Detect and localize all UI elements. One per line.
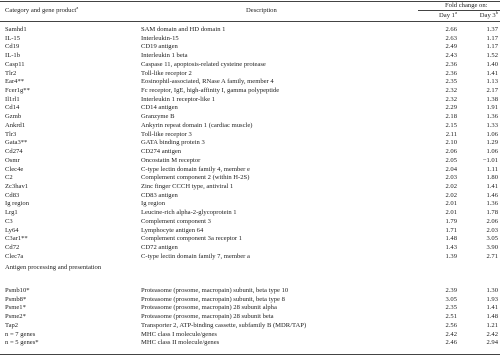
day3-fold-change-cell: 2.17 bbox=[486, 87, 498, 95]
description-cell: Proteasome (prosome, macropain) 28 subunit alpha bbox=[141, 304, 277, 312]
gene-name-cell: Ear4** bbox=[5, 78, 25, 86]
description-cell: Toll-like receptor 2 bbox=[141, 69, 192, 77]
description-cell: Oncostatin M receptor bbox=[141, 156, 201, 164]
day3-fold-change-cell: 2.06 bbox=[486, 217, 498, 225]
fold-change-rule bbox=[418, 10, 500, 11]
day1-fold-change-cell: 2.56 bbox=[445, 321, 457, 329]
day1-fold-change-cell: 1.39 bbox=[445, 252, 457, 260]
header-day3 bbox=[480, 12, 498, 20]
day1-fold-change-cell: 2.63 bbox=[445, 34, 457, 42]
day3-fold-change-cell: 3.90 bbox=[486, 244, 498, 251]
gene-name-cell: IL-1b bbox=[5, 52, 21, 60]
day3-fold-change-cell: 1.52 bbox=[486, 52, 498, 60]
day1-fold-change-cell: 3.05 bbox=[445, 295, 457, 303]
day1-fold-change-cell: 1.43 bbox=[445, 244, 457, 251]
description-cell: Proteasome (prosome, macropain) 28 subunit beta bbox=[141, 313, 274, 321]
day1-fold-change-cell: 1.79 bbox=[445, 217, 457, 225]
day3-fold-change-cell: 1.91 bbox=[486, 104, 498, 112]
gene-name-cell: Clec7a bbox=[5, 252, 24, 260]
day1-fold-change-cell: 2.49 bbox=[445, 43, 457, 51]
gene-name-cell: Zc3hav1 bbox=[5, 182, 29, 190]
description-cell: Complement component 3a receptor 1 bbox=[141, 235, 243, 243]
description-cell: Lymphocyte antigen 64 bbox=[141, 226, 204, 234]
description-cell: CD274 antigen bbox=[141, 148, 182, 156]
gene-name-cell: Psme2* bbox=[5, 313, 26, 321]
day3-fold-change-cell: 1.37 bbox=[486, 26, 498, 33]
day1-fold-change-cell: 2.04 bbox=[445, 165, 457, 173]
description-cell: C-type lectin domain family 4, member e bbox=[141, 165, 250, 173]
description-cell: Complement component 2 (within H-2S) bbox=[141, 174, 250, 182]
description-cell: Eosinophil-associated, RNase A family, member 4 bbox=[141, 78, 274, 86]
day1-fold-change-cell: 1.71 bbox=[445, 226, 457, 234]
gene-name-cell: Lrg1 bbox=[5, 209, 18, 217]
description-cell: CD72 antigen bbox=[141, 244, 178, 251]
description-cell: Caspase 11, apoptosis-related cysteine protease bbox=[141, 60, 266, 68]
gene-name-cell: Ly64 bbox=[5, 226, 19, 234]
description-cell: Ig region bbox=[141, 200, 165, 208]
day1-fold-change-cell: 2.32 bbox=[445, 87, 457, 95]
day1-fold-change-cell: 2.39 bbox=[445, 287, 457, 294]
day3-fold-change-cell: 1.41 bbox=[486, 69, 498, 77]
day3-fold-change-cell: 1.29 bbox=[486, 139, 498, 147]
gene-name-cell: Il1rl1 bbox=[5, 95, 20, 103]
description-cell: MHC class I molecule/genes bbox=[141, 330, 217, 338]
day1-fold-change-cell: 2.29 bbox=[445, 104, 457, 112]
gene-name-cell: Tlr3 bbox=[5, 130, 17, 138]
gene-name-cell: Cd274 bbox=[5, 148, 23, 156]
gene-name-cell: Casp11 bbox=[5, 60, 25, 68]
description-cell: C-type lectin domain family 7, member a bbox=[141, 252, 250, 260]
day3-fold-change-cell: 1.93 bbox=[486, 295, 498, 303]
day1-fold-change-cell: 2.43 bbox=[445, 52, 457, 60]
day3-fold-change-cell: 2.03 bbox=[486, 226, 498, 234]
gene-name-cell: IL-15 bbox=[5, 34, 21, 42]
gene-name-cell: Clec4e bbox=[5, 165, 24, 173]
day1-fold-change-cell: 1.48 bbox=[445, 235, 457, 243]
day3-fold-change-cell: 1.41 bbox=[486, 182, 498, 190]
gene-name-cell: Psme1* bbox=[5, 304, 26, 312]
bottom-rule bbox=[0, 354, 500, 355]
gene-name-cell: Ig region bbox=[5, 200, 29, 208]
day3-fold-change-cell: 1.80 bbox=[486, 174, 498, 182]
description-cell: MHC class II molecule/genes bbox=[141, 339, 220, 347]
day1-fold-change-cell: 2.32 bbox=[445, 95, 457, 103]
day3-fold-change-cell: 1.21 bbox=[486, 321, 498, 329]
day1-fold-change-cell: 2.03 bbox=[445, 174, 457, 182]
day3-fold-change-cell: 1.11 bbox=[486, 165, 498, 173]
day3-fold-change-cell: 2.42 bbox=[486, 330, 498, 338]
header-category bbox=[5, 7, 78, 15]
day3-fold-change-cell: 1.48 bbox=[486, 313, 498, 321]
day3-fold-change-cell: 1.17 bbox=[486, 34, 498, 42]
description-cell: Ankyrin repeat domain 1 (cardiac muscle) bbox=[141, 121, 253, 129]
day1-fold-change-cell: 2.36 bbox=[445, 60, 457, 68]
gene-name-cell: Tap2 bbox=[5, 321, 19, 329]
day1-fold-change-cell: 2.01 bbox=[445, 209, 457, 217]
day1-fold-change-cell: 2.42 bbox=[445, 330, 457, 338]
gene-name-cell: C3ar1** bbox=[5, 235, 28, 243]
description-cell: Leucine-rich alpha-2-glycoprotein 1 bbox=[141, 209, 237, 217]
day1-fold-change-cell: 2.11 bbox=[445, 130, 457, 138]
header-day1-footnote-mark: a bbox=[454, 10, 457, 15]
day1-fold-change-cell: 2.18 bbox=[445, 113, 457, 121]
description-cell: Interleukin 1 beta bbox=[141, 52, 188, 60]
description-cell: Fc receptor, IgE, high-affinity I, gamma polypeptide bbox=[141, 87, 280, 95]
day1-fold-change-cell: 2.02 bbox=[445, 182, 457, 190]
day3-fold-change-cell: 2.71 bbox=[486, 252, 498, 260]
gene-name-cell: Tlr2 bbox=[5, 69, 17, 77]
gene-name-cell: Gzmb bbox=[5, 113, 22, 121]
day1-fold-change-cell: 2.35 bbox=[445, 304, 457, 312]
description-cell: GATA binding protein 3 bbox=[141, 139, 205, 147]
gene-name-cell: C2 bbox=[5, 174, 13, 182]
description-cell: Interleukin 1 receptor-like 1 bbox=[141, 95, 216, 103]
day3-fold-change-cell: 1.06 bbox=[486, 130, 498, 138]
gene-name-cell: Cd14 bbox=[5, 104, 20, 112]
day1-fold-change-cell: 2.05 bbox=[445, 156, 457, 164]
day1-fold-change-cell: 2.10 bbox=[445, 139, 457, 147]
gene-name-cell: C3 bbox=[5, 217, 13, 225]
description-cell: CD83 antigen bbox=[141, 191, 178, 199]
day1-fold-change-cell: 2.36 bbox=[445, 69, 457, 77]
description-cell: Interleukin-15 bbox=[141, 34, 179, 42]
description-cell: Zinc finger CCCH type, antiviral 1 bbox=[141, 182, 234, 190]
top-rule bbox=[0, 1, 500, 2]
day3-fold-change-cell: 1.78 bbox=[486, 209, 498, 217]
header-bottom-rule bbox=[0, 21, 500, 22]
header-day1 bbox=[439, 12, 457, 20]
day3-fold-change-cell: 1.36 bbox=[486, 200, 498, 208]
description-cell: Complement component 3 bbox=[141, 217, 211, 225]
header-category-footnote-mark: a bbox=[76, 5, 79, 10]
day3-fold-change-cell: 1.36 bbox=[486, 113, 498, 121]
header-day3-footnote-mark: b bbox=[495, 10, 498, 15]
header-fold-change: Fold change on: bbox=[445, 2, 488, 9]
header-day3-label: Day 3 bbox=[479, 12, 496, 19]
gene-name-cell: Ankrd1 bbox=[5, 121, 26, 129]
gene-name-cell: Cd83 bbox=[5, 191, 20, 199]
day1-fold-change-cell: 2.46 bbox=[445, 339, 457, 347]
header-day1-label: Day 1 bbox=[439, 12, 455, 19]
day1-fold-change-cell: 2.06 bbox=[445, 148, 457, 156]
day3-fold-change-cell: 1.33 bbox=[486, 121, 498, 129]
gene-name-cell: Psmb8* bbox=[5, 295, 27, 303]
day1-fold-change-cell: 2.51 bbox=[445, 313, 457, 321]
day1-fold-change-cell: 2.66 bbox=[445, 26, 457, 33]
description-cell: CD19 antigen bbox=[141, 43, 178, 51]
day1-fold-change-cell: 2.35 bbox=[445, 78, 457, 86]
description-cell: Proteasome (prosome, macropain) subunit, beta type 8 bbox=[141, 295, 285, 303]
day3-fold-change-cell: 3.05 bbox=[486, 235, 498, 243]
day3-fold-change-cell: 1.38 bbox=[486, 95, 498, 103]
day3-fold-change-cell: 1.40 bbox=[486, 60, 498, 68]
day1-fold-change-cell: 2.01 bbox=[445, 200, 457, 208]
day1-fold-change-cell: 2.15 bbox=[445, 121, 457, 129]
description-cell: Toll-like receptor 3 bbox=[141, 130, 192, 138]
description-cell: SAM domain and HD domain 1 bbox=[141, 26, 226, 33]
header-description: Description bbox=[246, 7, 277, 14]
day3-fold-change-cell: 1.30 bbox=[486, 287, 498, 294]
day3-fold-change-cell: −1.01 bbox=[482, 156, 498, 164]
day3-fold-change-cell: 1.41 bbox=[486, 304, 498, 312]
day3-fold-change-cell: 2.94 bbox=[486, 339, 498, 347]
gene-name-cell: Cd72 bbox=[5, 244, 20, 251]
description-cell: Proteasome (prosome, macropain) subunit, beta type 10 bbox=[141, 287, 289, 294]
gene-name-cell: n = 7 genes bbox=[5, 330, 36, 338]
gene-name-cell: Samhd1 bbox=[5, 26, 27, 33]
gene-name-cell: n = 5 genes* bbox=[5, 339, 39, 347]
description-cell: Granzyme B bbox=[141, 113, 175, 121]
gene-name-cell: Gata3** bbox=[5, 139, 28, 147]
day3-fold-change-cell: 1.06 bbox=[486, 148, 498, 156]
section-title-antigen-processing: Antigen processing and presentation bbox=[5, 264, 102, 271]
description-cell: Transporter 2, ATP-binding cassette, subfamily B (MDR/TAP) bbox=[141, 321, 307, 329]
gene-name-cell: Psmb10* bbox=[5, 287, 30, 294]
gene-name-cell: Osmr bbox=[5, 156, 20, 164]
day3-fold-change-cell: 1.46 bbox=[486, 191, 498, 199]
day3-fold-change-cell: 1.17 bbox=[486, 43, 498, 51]
day3-fold-change-cell: 1.13 bbox=[486, 78, 498, 86]
gene-name-cell: Cd19 bbox=[5, 43, 20, 51]
gene-name-cell: Fcer1g** bbox=[5, 87, 30, 95]
header-category-label: Category and gene product bbox=[5, 7, 77, 14]
description-cell: CD14 antigen bbox=[141, 104, 178, 112]
day1-fold-change-cell: 2.02 bbox=[445, 191, 457, 199]
